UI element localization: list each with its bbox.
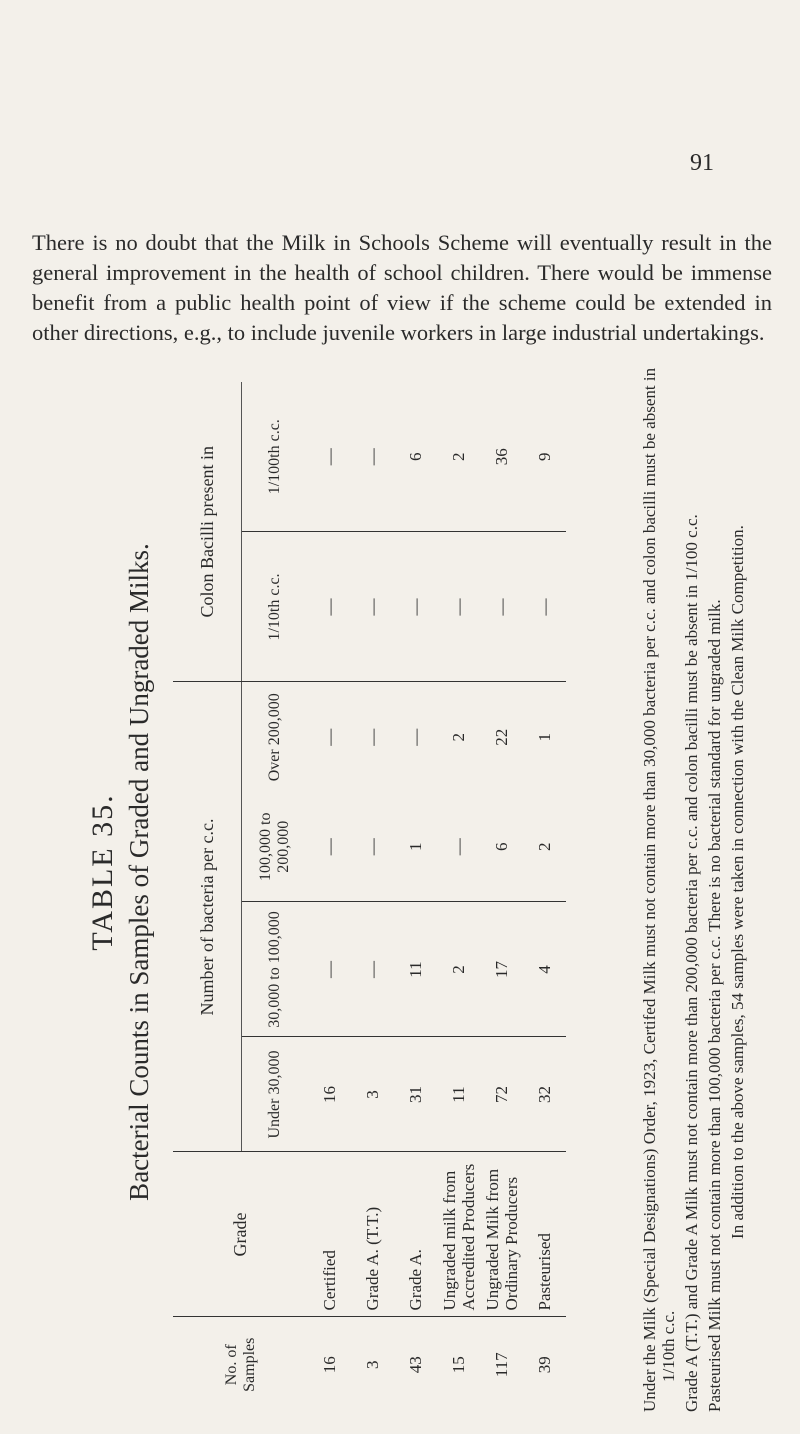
cell-samples: 117 bbox=[491, 1352, 511, 1378]
header-over-200000: Over 200,000 bbox=[242, 682, 309, 792]
cell-under: 72 bbox=[480, 1037, 523, 1152]
table-title: TABLE 35. bbox=[86, 793, 119, 951]
cell-over: — bbox=[319, 728, 339, 746]
cell-grade: Grade A. bbox=[394, 1152, 437, 1317]
cell-c100: 6 bbox=[480, 792, 523, 902]
cell-samples: 39 bbox=[534, 1356, 554, 1374]
cell-c100: — bbox=[308, 792, 351, 902]
cell-c30: 4 bbox=[523, 902, 566, 1037]
header-30000-100000: 30,000 to 100,000 bbox=[242, 902, 309, 1037]
cell-c30: — bbox=[308, 902, 351, 1037]
cell-tenth: — bbox=[351, 532, 394, 682]
cell-samples: 16 bbox=[319, 1356, 339, 1374]
cell-tenth: — bbox=[523, 532, 566, 682]
header-samples: No. of Samples bbox=[222, 1337, 258, 1392]
table-row bbox=[308, 382, 351, 1412]
table-row bbox=[480, 382, 523, 1412]
cell-c100: — bbox=[437, 792, 480, 902]
cell-under: 3 bbox=[351, 1037, 394, 1152]
header-colon-group: Colon Bacilli present in bbox=[173, 382, 242, 682]
footnotes bbox=[640, 352, 751, 1412]
cell-grade: Grade A. (T.T.) bbox=[351, 1152, 394, 1317]
cell-c100: 2 bbox=[523, 792, 566, 902]
cell-hundredth: — bbox=[308, 382, 351, 532]
header-hundredth-cc: 1/100th c.c. bbox=[242, 382, 309, 532]
cell-grade: Ungraded Milk from Ordinary Producers bbox=[480, 1152, 523, 1317]
header-tenth-cc: 1/10th c.c. bbox=[242, 532, 309, 682]
cell-hundredth: 6 bbox=[394, 382, 437, 532]
cell-c100: — bbox=[351, 792, 394, 902]
header-grade: Grade bbox=[173, 1152, 308, 1317]
cell-tenth: — bbox=[437, 532, 480, 682]
cell-tenth: — bbox=[394, 532, 437, 682]
cell-c30: — bbox=[351, 902, 394, 1037]
cell-samples: 3 bbox=[362, 1360, 382, 1369]
page-number: 91 bbox=[690, 150, 714, 176]
cell-under: 16 bbox=[308, 1037, 351, 1152]
header-100000-200000: 100,000 to 200,000 bbox=[242, 792, 309, 902]
cell-over: — bbox=[405, 728, 425, 746]
cell-c30: 17 bbox=[480, 902, 523, 1037]
cell-c100: 1 bbox=[394, 792, 437, 902]
cell-over: 22 bbox=[491, 728, 511, 746]
cell-grade: Ungraded milk from Accredited Producers bbox=[437, 1152, 480, 1317]
cell-under: 32 bbox=[523, 1037, 566, 1152]
cell-over: 2 bbox=[448, 733, 468, 742]
cell-hundredth: 9 bbox=[523, 382, 566, 532]
cell-grade: Pasteurised bbox=[523, 1152, 566, 1317]
table-row bbox=[351, 382, 394, 1412]
cell-samples: 15 bbox=[448, 1356, 468, 1374]
footnote: In addition to the above samples, 54 samples were taken in connection with the Clean Milk Competition. bbox=[728, 525, 747, 1239]
cell-grade: Certified bbox=[308, 1152, 351, 1317]
cell-c30: 11 bbox=[394, 902, 437, 1037]
footnote: Under the Milk (Special Designations) Order, 1923, Certifed Milk must not contain more than 30,000 bacteria per c.c. and colon bacilli must be absent in 1/10th c.c. bbox=[640, 367, 678, 1412]
footnote: Pasteurised Milk must not contain more than 100,000 bacteria per c.c. There is no bacterial standard for ungraded milk. bbox=[705, 599, 724, 1412]
table-subtitle: Bacterial Counts in Samples of Graded and Ungraded Milks. bbox=[124, 543, 154, 1201]
table-row bbox=[394, 382, 437, 1412]
cell-hundredth: 2 bbox=[437, 382, 480, 532]
table-row bbox=[523, 382, 566, 1412]
table-row bbox=[437, 382, 480, 1412]
cell-under: 31 bbox=[394, 1037, 437, 1152]
cell-under: 11 bbox=[437, 1037, 480, 1152]
cell-tenth: — bbox=[308, 532, 351, 682]
cell-hundredth: — bbox=[351, 382, 394, 532]
cell-c30: 2 bbox=[437, 902, 480, 1037]
cell-samples: 43 bbox=[405, 1356, 425, 1374]
footnote: Grade A (T.T.) and Grade A Milk must not contain more than 200,000 bacteria per c.c. and colon bacilli must be absent in 1/100 c.c. bbox=[682, 514, 701, 1412]
bacterial-counts-table bbox=[173, 382, 566, 1412]
header-under-30000: Under 30,000 bbox=[242, 1037, 309, 1152]
cell-over: — bbox=[362, 728, 382, 746]
cell-hundredth: 36 bbox=[480, 382, 523, 532]
rotated-table-block bbox=[80, 332, 760, 1412]
intro-paragraph: There is no doubt that the Milk in Schools Scheme will eventually result in the general improvement in the health of school children. There would be immense benefit from a public health point of view if the scheme could be extended in other directions, e.g., to include juvenile workers in large industrial undertakings. bbox=[32, 230, 772, 345]
header-bacteria-group: Number of bacteria per c.c. bbox=[173, 682, 242, 1152]
cell-over: 1 bbox=[534, 733, 554, 742]
cell-tenth: — bbox=[480, 532, 523, 682]
